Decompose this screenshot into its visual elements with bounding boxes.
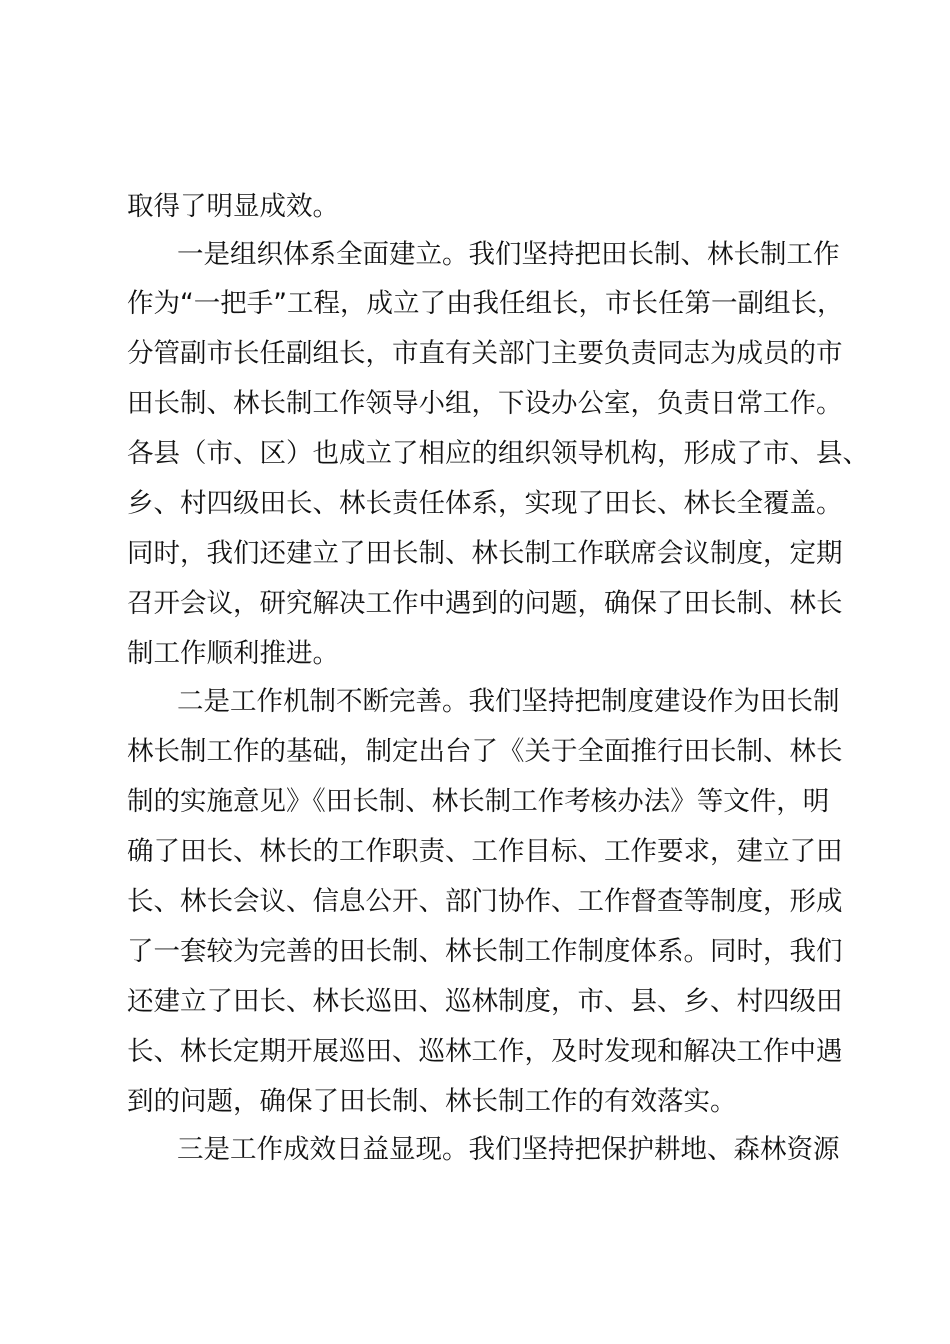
- text-line: 长、林长定期开展巡田、巡林工作，及时发现和解决工作中遇: [127, 1036, 843, 1067]
- text-line: 乡、村四级田长、林长责任体系，实现了田长、林长全覆盖。: [127, 488, 843, 519]
- text-line: 各县（市、区）也成立了相应的组织领导机构，形成了市、县、: [127, 438, 869, 469]
- text-line: 召开会议，研究解决工作中遇到的问题，确保了田长制、林长: [127, 588, 843, 619]
- text-line: 林长制工作的基础，制定出台了《关于全面推行田长制、林长: [127, 736, 843, 767]
- text-line: 取得了明显成效。: [127, 191, 339, 222]
- paragraph-1-first-line: 一是组织体系全面建立。我们坚持把田长制、林长制工作: [177, 239, 840, 270]
- text-line: 作为“一把手”工程，成立了由我任组长，市长任第一副组长，: [127, 288, 844, 319]
- text-line: 确了田长、林长的工作职责、工作目标、工作要求，建立了田: [127, 836, 843, 867]
- text-line: 田长制、林长制工作领导小组，下设办公室，负责日常工作。: [127, 388, 843, 419]
- text-line: 同时，我们还建立了田长制、林长制工作联席会议制度，定期: [127, 538, 843, 569]
- text-line: 长、林长会议、信息公开、部门协作、工作督查等制度，形成: [127, 886, 843, 917]
- text-line: 制的实施意见》《田长制、林长制工作考核办法》等文件，明: [127, 786, 830, 817]
- text-line: 制工作顺利推进。: [127, 638, 339, 669]
- text-line: 还建立了田长、林长巡田、巡林制度，市、县、乡、村四级田: [127, 986, 843, 1017]
- text-line: 了一套较为完善的田长制、林长制工作制度体系。同时，我们: [127, 936, 843, 967]
- paragraph-2-first-line: 二是工作机制不断完善。我们坚持把制度建设作为田长制: [177, 686, 840, 717]
- text-line: 到的问题，确保了田长制、林长制工作的有效落实。: [127, 1086, 737, 1117]
- text-line: 分管副市长任副组长，市直有关部门主要负责同志为成员的市: [127, 338, 843, 369]
- paragraph-3-first-line: 三是工作成效日益显现。我们坚持把保护耕地、森林资源: [177, 1134, 840, 1165]
